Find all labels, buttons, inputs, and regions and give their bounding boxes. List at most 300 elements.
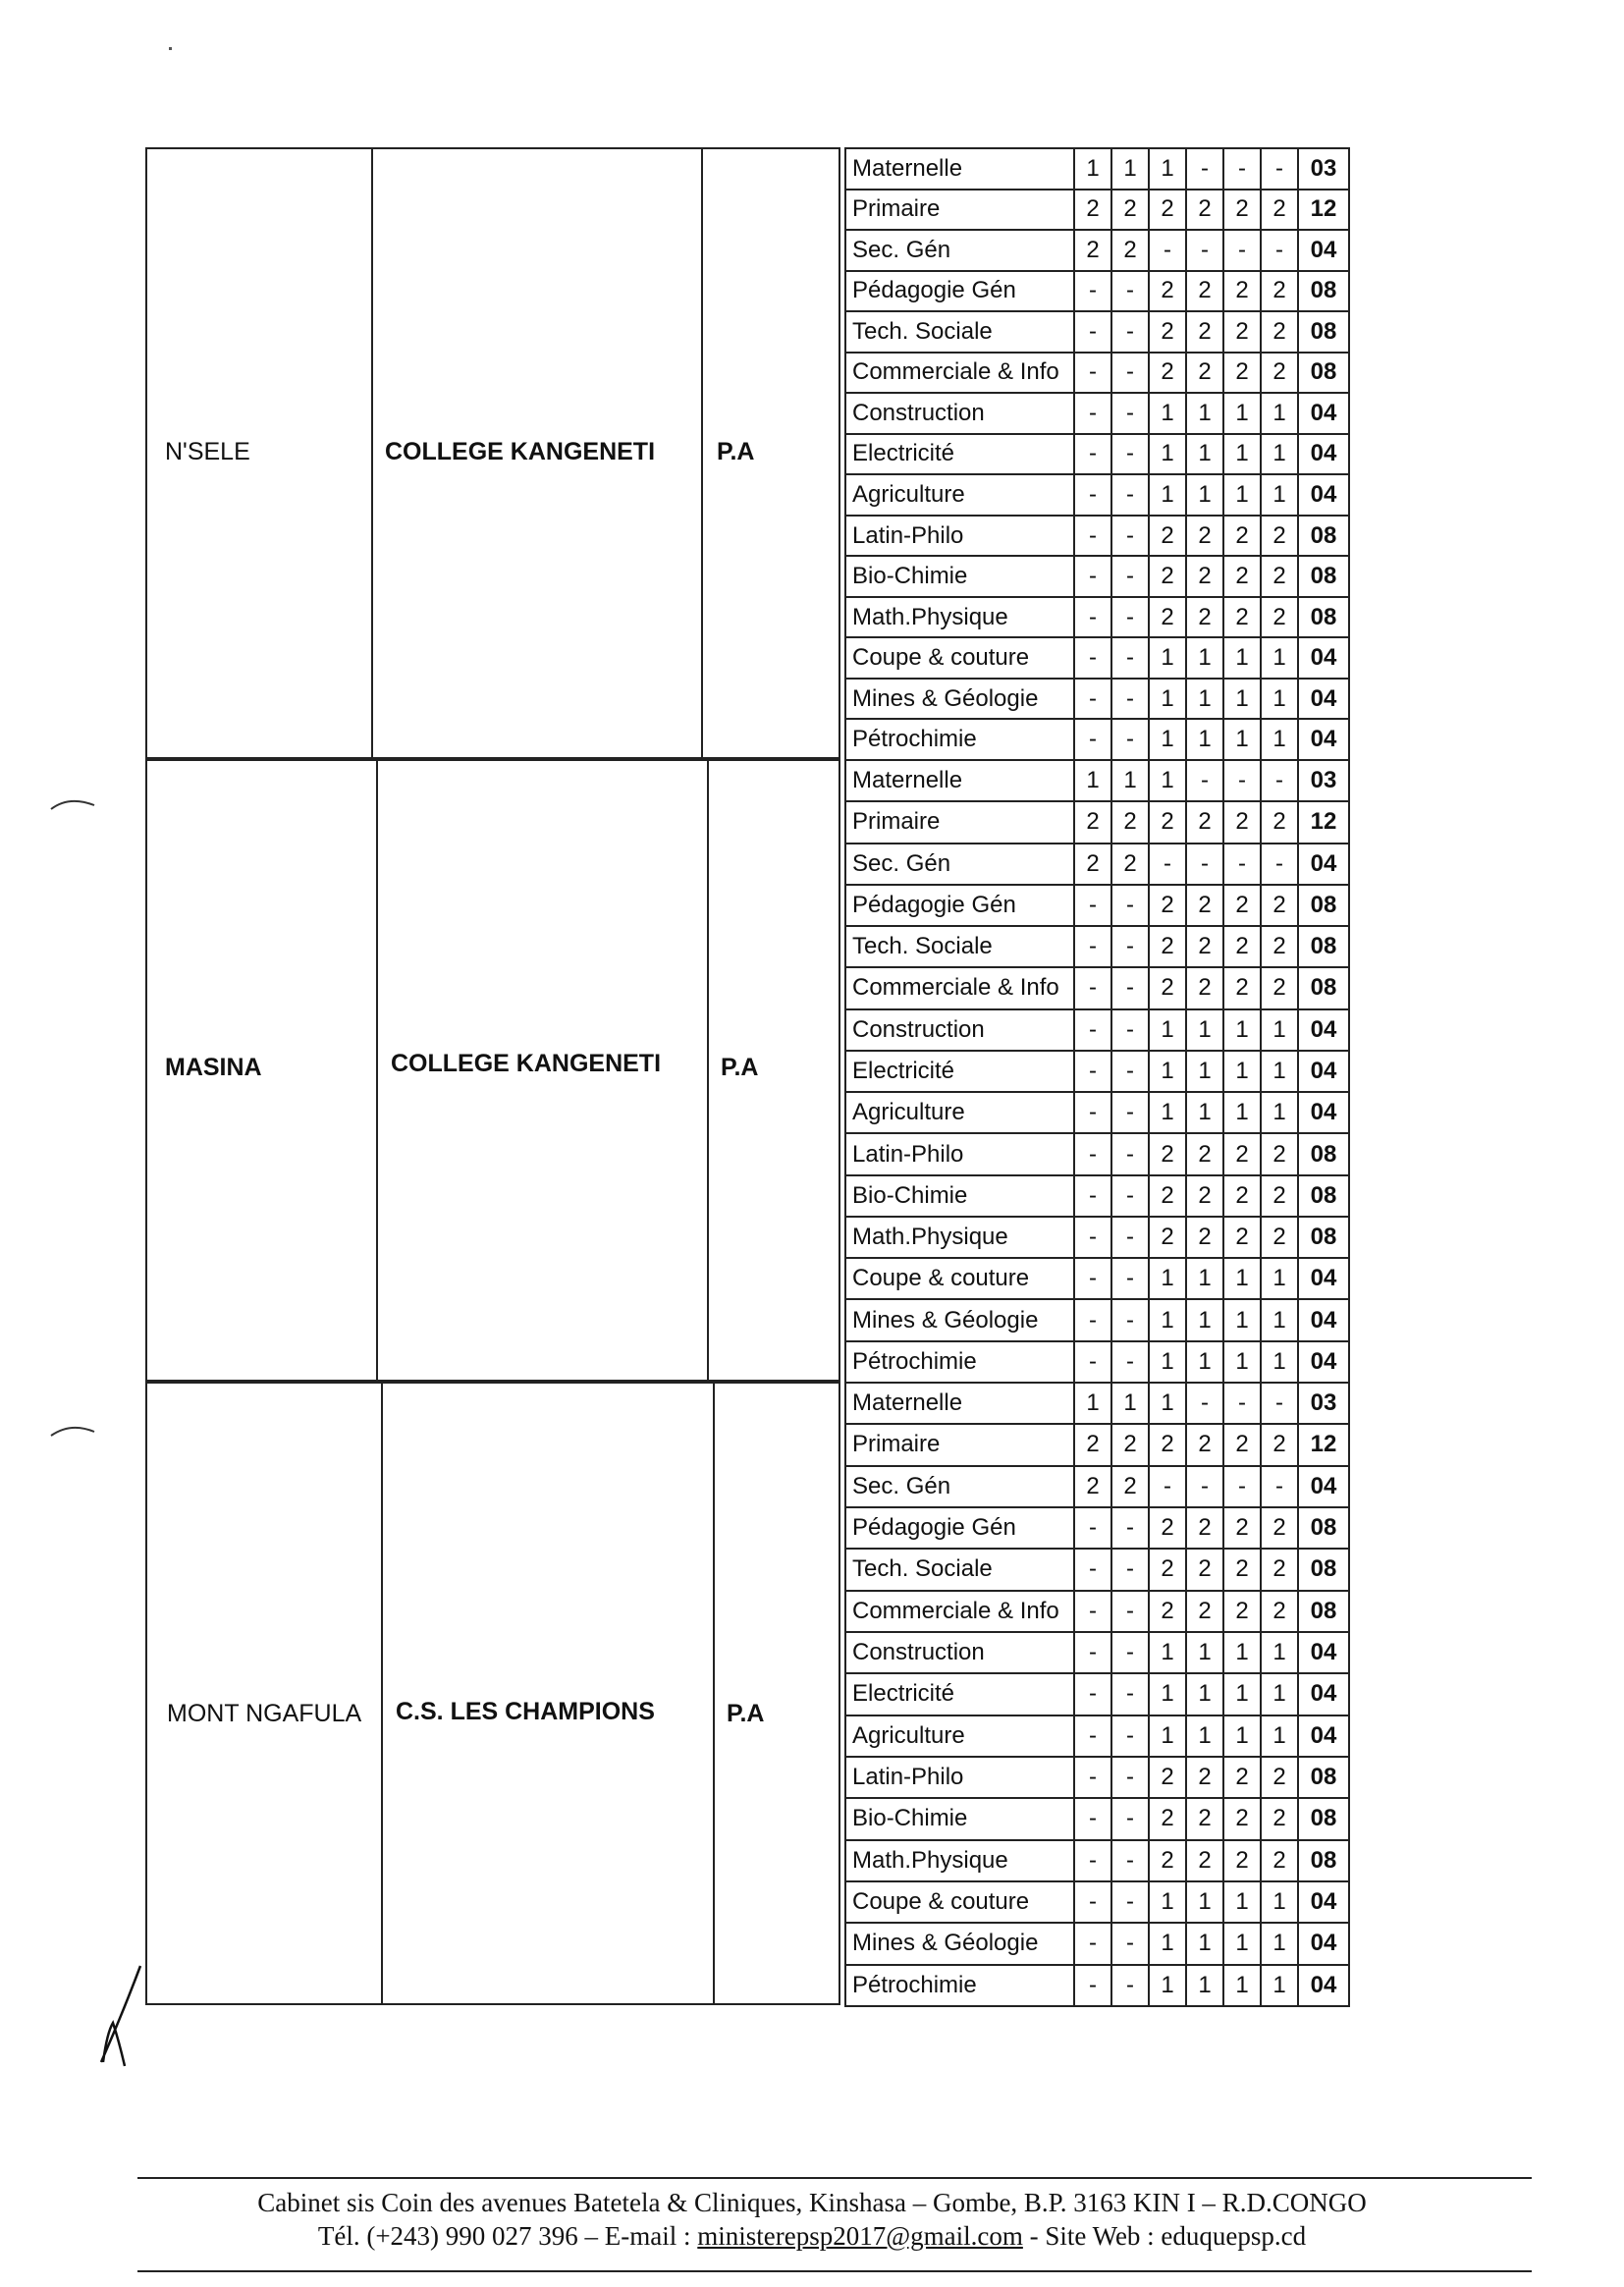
class-count-cell: - — [1074, 271, 1111, 312]
table-row — [845, 1881, 1349, 1923]
total-cell: 08 — [1298, 516, 1349, 557]
class-count-cell: - — [1074, 1092, 1111, 1133]
class-count-cell: 2 — [1149, 1840, 1186, 1881]
class-count-cell: 2 — [1261, 1424, 1298, 1465]
class-count-cell: 2 — [1149, 1133, 1186, 1174]
class-count-cell: 2 — [1074, 1424, 1111, 1465]
class-count-cell: - — [1186, 1383, 1223, 1424]
class-count-cell: 1 — [1223, 1632, 1261, 1673]
total-cell: 04 — [1298, 1299, 1349, 1340]
class-count-cell: - — [1074, 926, 1111, 967]
table-row — [845, 516, 1349, 557]
class-count-cell: - — [1111, 1133, 1149, 1174]
class-count-cell: 2 — [1149, 516, 1186, 557]
class-count-cell: - — [1111, 1299, 1149, 1340]
subject-label: Construction — [845, 393, 1074, 434]
table-row — [845, 311, 1349, 353]
class-count-cell: 1 — [1186, 1673, 1223, 1715]
class-count-cell: - — [1111, 434, 1149, 475]
subject-label: Bio-Chimie — [845, 1798, 1074, 1839]
total-cell: 08 — [1298, 885, 1349, 926]
class-count-cell: - — [1149, 1466, 1186, 1507]
class-count-cell: - — [1074, 1051, 1111, 1092]
class-count-cell: 2 — [1186, 1591, 1223, 1632]
class-count-cell: - — [1186, 844, 1223, 885]
table-row — [845, 1923, 1349, 1964]
class-count-cell: - — [1261, 230, 1298, 271]
class-count-cell: - — [1074, 434, 1111, 475]
class-count-cell: 1 — [1149, 434, 1186, 475]
subject-label: Electricité — [845, 1051, 1074, 1092]
total-cell: 04 — [1298, 1715, 1349, 1757]
class-count-cell: 1 — [1149, 1299, 1186, 1340]
class-count-cell: - — [1074, 311, 1111, 353]
subject-label: Sec. Gén — [845, 844, 1074, 885]
class-count-cell: - — [1149, 230, 1186, 271]
class-count-cell: 2 — [1261, 597, 1298, 638]
class-count-cell: - — [1186, 1466, 1223, 1507]
class-count-cell: 2 — [1261, 1798, 1298, 1839]
class-count-cell: - — [1223, 148, 1261, 190]
class-count-cell: - — [1074, 353, 1111, 394]
class-count-cell: 2 — [1186, 311, 1223, 353]
margin-mark — [49, 786, 98, 815]
class-count-cell: 2 — [1186, 1424, 1223, 1465]
total-cell: 08 — [1298, 311, 1349, 353]
subject-label: Mines & Géologie — [845, 1923, 1074, 1964]
table-row — [845, 1798, 1349, 1839]
class-count-cell: 1 — [1149, 1632, 1186, 1673]
total-cell: 04 — [1298, 1092, 1349, 1133]
total-cell: 08 — [1298, 1549, 1349, 1590]
total-cell: 08 — [1298, 1133, 1349, 1174]
class-count-cell: 1 — [1074, 1383, 1111, 1424]
group-masina — [145, 759, 1487, 1382]
group-mont-ngafula — [145, 1382, 1487, 2005]
class-count-cell: 2 — [1261, 556, 1298, 597]
class-count-cell: 1 — [1223, 679, 1261, 720]
class-count-cell: 2 — [1074, 844, 1111, 885]
subject-label: Math.Physique — [845, 597, 1074, 638]
subject-label: Agriculture — [845, 1715, 1074, 1757]
footer-email-link[interactable]: ministerepsp2017@gmail.com — [697, 2221, 1023, 2251]
subject-label: Maternelle — [845, 1383, 1074, 1424]
total-cell: 04 — [1298, 1923, 1349, 1964]
class-count-cell: 1 — [1223, 1051, 1261, 1092]
total-cell: 08 — [1298, 1757, 1349, 1798]
class-count-cell: 1 — [1149, 1965, 1186, 2006]
subject-label: Pédagogie Gén — [845, 885, 1074, 926]
class-count-cell: 1 — [1223, 1009, 1261, 1051]
total-cell: 08 — [1298, 353, 1349, 394]
class-count-cell: 2 — [1074, 1466, 1111, 1507]
class-count-cell: 1 — [1223, 1341, 1261, 1383]
class-count-cell: 2 — [1223, 1133, 1261, 1174]
table-row — [845, 474, 1349, 516]
school-name: COLLEGE KANGENETI — [391, 1050, 662, 1077]
class-count-cell: - — [1074, 1591, 1111, 1632]
class-count-cell: 2 — [1149, 1757, 1186, 1798]
class-count-cell: 2 — [1111, 844, 1149, 885]
class-count-cell: - — [1074, 1341, 1111, 1383]
class-count-cell: 2 — [1261, 967, 1298, 1008]
class-count-cell: - — [1111, 1673, 1149, 1715]
class-count-cell: 2 — [1074, 190, 1111, 231]
footer-contact — [0, 2221, 1624, 2252]
group-nsele — [145, 147, 1487, 759]
subject-label: Coupe & couture — [845, 1881, 1074, 1923]
class-count-cell: 2 — [1223, 271, 1261, 312]
class-count-cell: 2 — [1149, 1507, 1186, 1549]
class-count-cell: - — [1074, 1965, 1111, 2006]
class-count-cell: 1 — [1149, 393, 1186, 434]
class-count-cell: - — [1074, 1923, 1111, 1964]
class-count-cell: - — [1074, 1133, 1111, 1174]
class-count-cell: 1 — [1074, 148, 1111, 190]
class-count-cell: - — [1074, 1009, 1111, 1051]
table-row — [845, 967, 1349, 1008]
table-row — [845, 1092, 1349, 1133]
class-count-cell: 1 — [1261, 474, 1298, 516]
table-row — [845, 1383, 1349, 1424]
table-row — [845, 1175, 1349, 1217]
total-cell: 04 — [1298, 393, 1349, 434]
class-count-cell: 2 — [1223, 1591, 1261, 1632]
class-count-cell: 2 — [1149, 1549, 1186, 1590]
table-row — [845, 1258, 1349, 1299]
total-cell: 03 — [1298, 1383, 1349, 1424]
class-count-cell: 2 — [1261, 1757, 1298, 1798]
table-row — [845, 271, 1349, 312]
school-name: COLLEGE KANGENETI — [385, 438, 656, 465]
footer-divider — [137, 2177, 1532, 2179]
class-count-cell: - — [1111, 1009, 1149, 1051]
class-count-cell: 1 — [1149, 474, 1186, 516]
class-count-cell: 1 — [1223, 1715, 1261, 1757]
total-cell: 08 — [1298, 1840, 1349, 1881]
table-row — [845, 1549, 1349, 1590]
table-row — [845, 760, 1349, 801]
total-cell: 03 — [1298, 760, 1349, 801]
table-row — [845, 353, 1349, 394]
class-count-cell: 1 — [1261, 1051, 1298, 1092]
table-row — [845, 637, 1349, 679]
class-count-cell: - — [1261, 844, 1298, 885]
class-count-cell: 2 — [1149, 311, 1186, 353]
subject-label: Math.Physique — [845, 1840, 1074, 1881]
class-count-cell: - — [1074, 1757, 1111, 1798]
subject-label: Pétrochimie — [845, 719, 1074, 760]
class-count-cell: - — [1111, 926, 1149, 967]
class-count-cell: 2 — [1149, 967, 1186, 1008]
table-row — [845, 719, 1349, 760]
table-row — [845, 679, 1349, 720]
class-count-cell: 2 — [1149, 926, 1186, 967]
class-count-cell: 1 — [1261, 1341, 1298, 1383]
total-cell: 08 — [1298, 597, 1349, 638]
table-row — [845, 1757, 1349, 1798]
class-count-cell: 1 — [1186, 1258, 1223, 1299]
class-count-cell: - — [1074, 1881, 1111, 1923]
subject-label: Agriculture — [845, 1092, 1074, 1133]
commune-name: N'SELE — [165, 438, 250, 465]
class-count-cell: - — [1111, 1549, 1149, 1590]
column-divider — [707, 759, 709, 1382]
class-count-cell: 1 — [1149, 1009, 1186, 1051]
class-count-cell: 2 — [1261, 1591, 1298, 1632]
class-count-cell: - — [1111, 1175, 1149, 1217]
class-count-cell: 1 — [1074, 760, 1111, 801]
total-cell: 04 — [1298, 1881, 1349, 1923]
table-row — [845, 148, 1349, 190]
class-count-cell: 1 — [1186, 393, 1223, 434]
class-count-cell: 2 — [1111, 190, 1149, 231]
class-count-cell: 1 — [1186, 719, 1223, 760]
class-count-cell: - — [1111, 1258, 1149, 1299]
subject-label: Math.Physique — [845, 1217, 1074, 1258]
class-count-cell: 2 — [1223, 1217, 1261, 1258]
class-count-cell: 2 — [1149, 190, 1186, 231]
class-count-cell: 2 — [1223, 967, 1261, 1008]
class-count-cell: 1 — [1261, 1715, 1298, 1757]
subject-label: Tech. Sociale — [845, 1549, 1074, 1590]
class-count-cell: 2 — [1149, 801, 1186, 843]
total-cell: 03 — [1298, 148, 1349, 190]
table-row — [845, 434, 1349, 475]
class-count-cell: 2 — [1149, 1591, 1186, 1632]
table-row — [845, 1424, 1349, 1465]
class-count-cell: 2 — [1223, 1549, 1261, 1590]
class-count-cell: - — [1223, 844, 1261, 885]
total-cell: 04 — [1298, 1632, 1349, 1673]
subject-label: Coupe & couture — [845, 637, 1074, 679]
subject-label: Pédagogie Gén — [845, 1507, 1074, 1549]
total-cell: 04 — [1298, 1965, 1349, 2006]
class-count-cell: 2 — [1149, 353, 1186, 394]
class-count-cell: 2 — [1261, 1133, 1298, 1174]
class-count-cell: 1 — [1186, 1092, 1223, 1133]
class-count-cell: - — [1074, 1299, 1111, 1340]
class-count-cell: - — [1074, 1175, 1111, 1217]
class-count-cell: - — [1111, 1798, 1149, 1839]
total-cell: 04 — [1298, 1673, 1349, 1715]
class-count-cell: - — [1186, 760, 1223, 801]
total-cell: 04 — [1298, 1051, 1349, 1092]
subject-label: Commerciale & Info — [845, 1591, 1074, 1632]
total-cell: 04 — [1298, 1258, 1349, 1299]
table-row — [845, 230, 1349, 271]
footer-address: Cabinet sis Coin des avenues Batetela & Cliniques, Kinshasa – Gombe, B.P. 3163 KIN I – R.D.CONGO — [257, 2188, 1367, 2217]
class-count-cell: 1 — [1149, 148, 1186, 190]
subject-label: Electricité — [845, 1673, 1074, 1715]
class-count-cell: 2 — [1261, 926, 1298, 967]
class-count-cell: - — [1111, 1092, 1149, 1133]
class-count-cell: - — [1111, 556, 1149, 597]
class-count-cell: - — [1111, 474, 1149, 516]
class-count-cell: 2 — [1261, 1217, 1298, 1258]
class-count-cell: 2 — [1261, 1175, 1298, 1217]
class-count-cell: 1 — [1111, 1383, 1149, 1424]
total-cell: 04 — [1298, 1466, 1349, 1507]
subject-label: Primaire — [845, 190, 1074, 231]
table-row — [845, 1009, 1349, 1051]
table-row — [845, 190, 1349, 231]
subject-label: Mines & Géologie — [845, 1299, 1074, 1340]
class-count-cell: 1 — [1261, 1299, 1298, 1340]
subject-label: Mines & Géologie — [845, 679, 1074, 720]
class-count-cell: 2 — [1186, 967, 1223, 1008]
total-cell: 08 — [1298, 1507, 1349, 1549]
class-count-cell: 1 — [1149, 1881, 1186, 1923]
subject-label: Tech. Sociale — [845, 311, 1074, 353]
table-row — [845, 1341, 1349, 1383]
class-count-cell: 2 — [1186, 1757, 1223, 1798]
subject-label: Latin-Philo — [845, 1133, 1074, 1174]
subject-label: Tech. Sociale — [845, 926, 1074, 967]
subject-label: Primaire — [845, 801, 1074, 843]
class-count-cell: - — [1111, 597, 1149, 638]
total-cell: 04 — [1298, 679, 1349, 720]
class-count-cell: 1 — [1186, 1299, 1223, 1340]
table-row — [845, 1840, 1349, 1881]
class-count-cell: 2 — [1111, 1466, 1149, 1507]
class-count-cell: 2 — [1223, 1175, 1261, 1217]
class-count-cell: - — [1111, 311, 1149, 353]
class-count-cell: 2 — [1261, 1507, 1298, 1549]
class-count-cell: 1 — [1186, 1341, 1223, 1383]
class-count-cell: - — [1111, 1965, 1149, 2006]
class-count-cell: 1 — [1223, 719, 1261, 760]
class-count-cell: - — [1111, 885, 1149, 926]
table-row — [845, 1507, 1349, 1549]
total-cell: 08 — [1298, 1175, 1349, 1217]
class-count-cell: 1 — [1149, 719, 1186, 760]
class-count-cell: - — [1111, 719, 1149, 760]
subject-label: Latin-Philo — [845, 516, 1074, 557]
class-count-cell: 2 — [1261, 1840, 1298, 1881]
class-count-cell: 2 — [1223, 885, 1261, 926]
subject-label: Construction — [845, 1009, 1074, 1051]
total-cell: 04 — [1298, 474, 1349, 516]
class-count-cell: 2 — [1149, 1217, 1186, 1258]
total-cell: 04 — [1298, 844, 1349, 885]
table-row — [845, 1673, 1349, 1715]
class-count-cell: 2 — [1261, 801, 1298, 843]
class-count-cell: - — [1261, 760, 1298, 801]
class-count-cell: - — [1074, 1632, 1111, 1673]
class-count-cell: 2 — [1186, 1133, 1223, 1174]
class-count-cell: 2 — [1223, 1798, 1261, 1839]
class-count-cell: 1 — [1186, 1965, 1223, 2006]
class-count-cell: - — [1111, 1881, 1149, 1923]
total-cell: 08 — [1298, 926, 1349, 967]
class-count-cell: 1 — [1149, 637, 1186, 679]
class-count-cell: 1 — [1186, 1923, 1223, 1964]
class-count-cell: 1 — [1149, 1923, 1186, 1964]
class-count-cell: 1 — [1149, 1673, 1186, 1715]
subject-label: Coupe & couture — [845, 1258, 1074, 1299]
class-count-cell: 2 — [1261, 516, 1298, 557]
class-count-cell: - — [1074, 1507, 1111, 1549]
class-count-cell: - — [1074, 474, 1111, 516]
class-count-cell: 2 — [1186, 190, 1223, 231]
class-count-cell: 2 — [1223, 801, 1261, 843]
class-count-cell: 2 — [1149, 271, 1186, 312]
class-count-cell: 1 — [1149, 1341, 1186, 1383]
commune-name: MONT NGAFULA — [167, 1700, 362, 1727]
class-count-cell: 1 — [1186, 434, 1223, 475]
subject-label: Construction — [845, 1632, 1074, 1673]
total-cell: 04 — [1298, 230, 1349, 271]
regime: P.A — [717, 438, 755, 465]
subject-label: Pétrochimie — [845, 1965, 1074, 2006]
class-count-cell: 2 — [1261, 353, 1298, 394]
class-count-cell: - — [1074, 556, 1111, 597]
class-count-cell: 2 — [1149, 1798, 1186, 1839]
class-count-cell: - — [1111, 1507, 1149, 1549]
class-count-cell: 2 — [1186, 353, 1223, 394]
total-cell: 04 — [1298, 719, 1349, 760]
class-count-cell: - — [1111, 1341, 1149, 1383]
class-count-cell: 2 — [1223, 1424, 1261, 1465]
commune-name: MASINA — [165, 1054, 262, 1081]
table-row — [845, 1299, 1349, 1340]
class-count-cell: 1 — [1223, 474, 1261, 516]
class-count-cell: 2 — [1223, 353, 1261, 394]
class-count-cell: 1 — [1223, 637, 1261, 679]
class-count-cell: 2 — [1149, 597, 1186, 638]
total-cell: 08 — [1298, 967, 1349, 1008]
school-name: C.S. LES CHAMPIONS — [396, 1698, 655, 1725]
class-count-cell: - — [1111, 1923, 1149, 1964]
class-count-cell: - — [1111, 516, 1149, 557]
class-count-cell: 1 — [1186, 1881, 1223, 1923]
class-count-cell: - — [1074, 1217, 1111, 1258]
total-cell: 08 — [1298, 1798, 1349, 1839]
class-count-cell: - — [1074, 719, 1111, 760]
class-count-cell: - — [1261, 148, 1298, 190]
subject-label: Agriculture — [845, 474, 1074, 516]
class-count-cell: 2 — [1149, 556, 1186, 597]
table-row — [845, 926, 1349, 967]
class-count-cell: - — [1111, 1632, 1149, 1673]
class-count-cell: 2 — [1149, 885, 1186, 926]
class-count-cell: - — [1074, 1549, 1111, 1590]
class-count-cell: 2 — [1261, 190, 1298, 231]
class-count-cell: - — [1111, 393, 1149, 434]
subject-label: Electricité — [845, 434, 1074, 475]
class-count-cell: 2 — [1074, 230, 1111, 271]
class-count-cell: - — [1074, 393, 1111, 434]
total-cell: 04 — [1298, 637, 1349, 679]
subject-label: Bio-Chimie — [845, 1175, 1074, 1217]
class-count-cell: 1 — [1261, 1009, 1298, 1051]
class-count-cell: 2 — [1186, 271, 1223, 312]
table-row — [845, 885, 1349, 926]
subject-label: Pédagogie Gén — [845, 271, 1074, 312]
class-count-cell: 1 — [1149, 1258, 1186, 1299]
class-count-cell: 1 — [1261, 1881, 1298, 1923]
class-count-cell: 2 — [1223, 1840, 1261, 1881]
class-count-cell: 2 — [1223, 556, 1261, 597]
class-count-cell: - — [1223, 760, 1261, 801]
class-count-cell: 1 — [1261, 1632, 1298, 1673]
column-divider — [381, 1382, 383, 2005]
subject-label: Commerciale & Info — [845, 967, 1074, 1008]
class-count-cell: 1 — [1261, 1258, 1298, 1299]
regime: P.A — [721, 1054, 759, 1081]
footer-bottom-divider — [137, 2270, 1532, 2272]
